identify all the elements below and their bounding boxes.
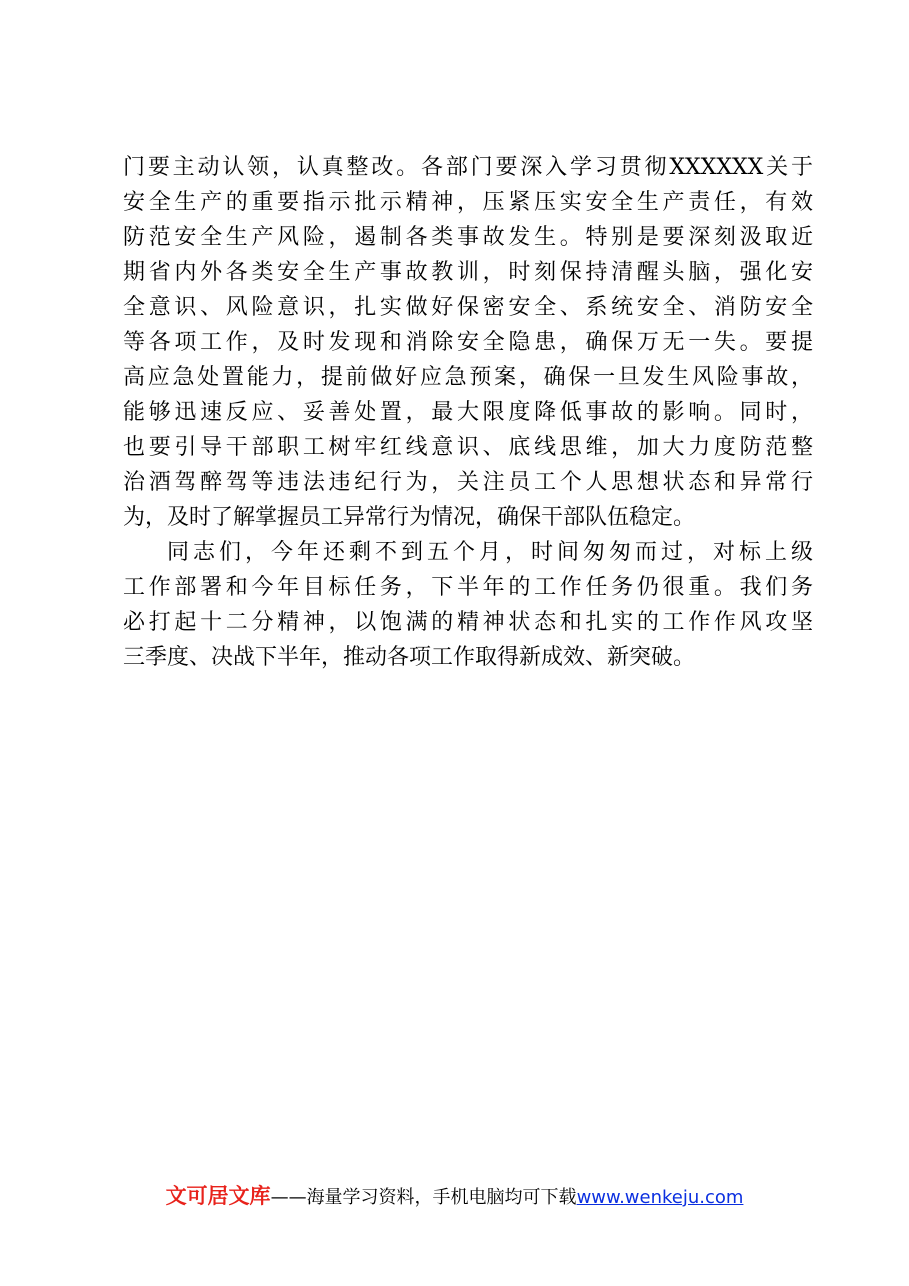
text-line: 为，及时了解掌握员工异常行为情况，确保干部队伍稳定。	[123, 505, 696, 530]
text-line: 必打起十二分精神，以饱满的精神状态和扎实的工作作风攻坚	[123, 610, 813, 635]
text-line: 全意识、风险意识，扎实做好保密安全、系统安全、消防安全	[123, 295, 813, 320]
text-line: 高应急处置能力，提前做好应急预案，确保一旦发生风险事故，	[123, 365, 813, 390]
text-line: 三季度、决战下半年，推动各项工作取得新成效、新突破。	[123, 645, 696, 670]
text-line: 防范安全生产风险，遏制各类事故发生。特别是要深刻汲取近	[123, 225, 813, 250]
footer-banner	[0, 1183, 909, 1211]
text-line: 门要主动认领，认真整改。各部门要深入学习贯彻XXXXXX关于	[123, 155, 813, 180]
text-line: 能够迅速反应、妥善处置，最大限度降低事故的影响。同时，	[123, 400, 813, 425]
text-line: 同志们，今年还剩不到五个月，时间匆匆而过，对标上级	[167, 540, 813, 565]
text-line: 等各项工作，及时发现和消除安全隐患，确保万无一失。要提	[123, 330, 813, 355]
brand-name: 文可居文库	[165, 1184, 271, 1208]
website-link[interactable]: www.wenkeju.com	[576, 1187, 744, 1208]
document-body	[123, 150, 813, 675]
text-line: 治酒驾醉驾等违法违纪行为，关注员工个人思想状态和异常行	[123, 470, 813, 495]
footer-tagline: ——海量学习资料，手机电脑均可下载	[270, 1187, 577, 1208]
paragraph-1	[123, 150, 813, 535]
text-line: 也要引导干部职工树牢红线意识、底线思维，加大力度防范整	[123, 435, 813, 460]
text-line: 期省内外各类安全生产事故教训，时刻保持清醒头脑，强化安	[123, 260, 813, 285]
text-line: 工作部署和今年目标任务，下半年的工作任务仍很重。我们务	[123, 575, 813, 600]
text-line: 安全生产的重要指示批示精神，压紧压实安全生产责任，有效	[123, 190, 813, 215]
paragraph-2	[123, 535, 813, 675]
